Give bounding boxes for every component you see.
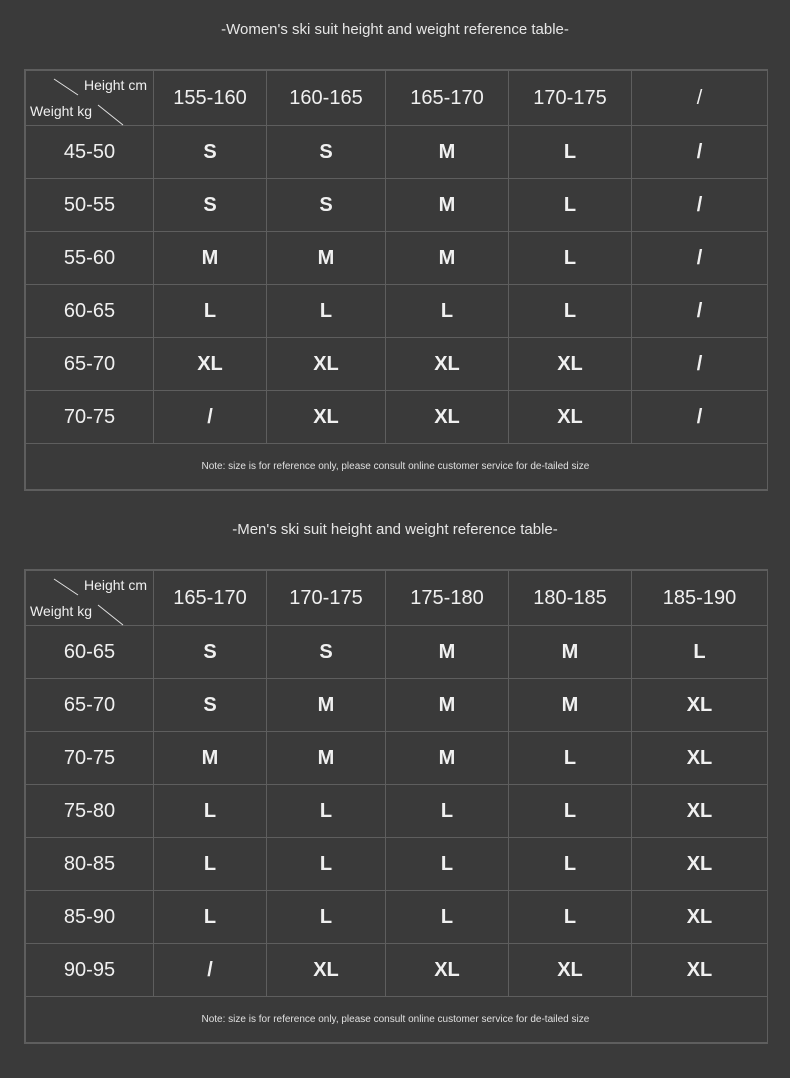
weight-cell: 70-75 — [26, 391, 154, 444]
size-cell: XL — [632, 944, 768, 997]
size-cell: / — [154, 391, 267, 444]
size-cell: M — [386, 626, 509, 679]
table-row — [26, 732, 768, 785]
size-cell: L — [386, 838, 509, 891]
size-cell: M — [386, 126, 509, 179]
size-cell: S — [267, 179, 386, 232]
table-row — [26, 785, 768, 838]
table-row — [26, 179, 768, 232]
size-cell: L — [509, 785, 632, 838]
size-cell: L — [509, 285, 632, 338]
note-row — [26, 997, 768, 1043]
weight-cell: 65-70 — [26, 679, 154, 732]
size-cell: L — [154, 891, 267, 944]
height-header: 175-180 — [386, 571, 509, 626]
size-cell: L — [267, 838, 386, 891]
table-row — [26, 391, 768, 444]
height-header: 155-160 — [154, 71, 267, 126]
table-row — [26, 232, 768, 285]
weight-axis-label: Weight kg — [30, 603, 92, 619]
weight-cell: 65-70 — [26, 338, 154, 391]
table-row — [26, 338, 768, 391]
size-cell: L — [509, 126, 632, 179]
size-cell: XL — [267, 338, 386, 391]
table-row — [26, 285, 768, 338]
size-cell: L — [154, 838, 267, 891]
men-table-title: -Men's ski suit height and weight reference table- — [232, 521, 558, 538]
table-row — [26, 679, 768, 732]
size-cell: / — [632, 391, 768, 444]
weight-cell: 80-85 — [26, 838, 154, 891]
size-cell: M — [386, 232, 509, 285]
weight-cell: 90-95 — [26, 944, 154, 997]
weight-cell: 60-65 — [26, 626, 154, 679]
size-cell: / — [632, 126, 768, 179]
size-cell: L — [267, 891, 386, 944]
women-header-row — [26, 71, 768, 126]
height-axis-label: Height cm — [83, 77, 147, 93]
size-cell: L — [632, 626, 768, 679]
size-cell: M — [267, 232, 386, 285]
size-cell: / — [632, 179, 768, 232]
size-cell: M — [509, 679, 632, 732]
size-cell: L — [154, 285, 267, 338]
size-cell: / — [154, 944, 267, 997]
weight-cell: 50-55 — [26, 179, 154, 232]
size-cell: S — [154, 179, 267, 232]
size-cell: L — [267, 285, 386, 338]
weight-cell: 75-80 — [26, 785, 154, 838]
women-size-table — [24, 69, 768, 491]
men-corner-cell — [26, 571, 154, 626]
size-cell: S — [154, 126, 267, 179]
size-cell: S — [154, 626, 267, 679]
size-cell: M — [509, 626, 632, 679]
weight-cell: 60-65 — [26, 285, 154, 338]
height-header: 165-170 — [154, 571, 267, 626]
size-cell: M — [386, 732, 509, 785]
size-cell: XL — [632, 785, 768, 838]
size-cell: M — [154, 232, 267, 285]
height-header: 185-190 — [632, 571, 768, 626]
size-cell: XL — [632, 679, 768, 732]
table-row — [26, 891, 768, 944]
weight-cell: 55-60 — [26, 232, 154, 285]
reference-note: Note: size is for reference only, please consult online customer service for de-tailed size — [201, 461, 590, 472]
table-row — [26, 126, 768, 179]
size-cell: L — [154, 785, 267, 838]
size-cell: M — [154, 732, 267, 785]
size-cell: L — [509, 891, 632, 944]
size-cell: XL — [632, 838, 768, 891]
size-cell: / — [632, 338, 768, 391]
size-cell: S — [154, 679, 267, 732]
height-header: 170-175 — [267, 571, 386, 626]
size-cell: XL — [154, 338, 267, 391]
size-cell: XL — [386, 391, 509, 444]
table-row — [26, 944, 768, 997]
size-cell: L — [386, 785, 509, 838]
size-cell: S — [267, 626, 386, 679]
weight-cell: 85-90 — [26, 891, 154, 944]
size-cell: L — [386, 891, 509, 944]
note-row — [26, 444, 768, 490]
size-cell: XL — [386, 944, 509, 997]
size-cell: M — [386, 179, 509, 232]
weight-cell: 70-75 — [26, 732, 154, 785]
reference-note: Note: size is for reference only, please consult online customer service for de-tailed size — [201, 1014, 590, 1025]
women-table-title: -Women's ski suit height and weight reference table- — [221, 21, 569, 38]
size-cell: XL — [386, 338, 509, 391]
size-cell: / — [632, 285, 768, 338]
size-cell: M — [267, 679, 386, 732]
men-header-row — [26, 571, 768, 626]
size-cell: M — [267, 732, 386, 785]
height-header: 170-175 — [509, 71, 632, 126]
size-cell: XL — [267, 391, 386, 444]
size-cell: / — [632, 232, 768, 285]
height-header: 160-165 — [267, 71, 386, 126]
size-cell: L — [509, 179, 632, 232]
size-cell: XL — [632, 732, 768, 785]
size-cell: XL — [632, 891, 768, 944]
size-cell: M — [386, 679, 509, 732]
height-axis-label: Height cm — [83, 577, 147, 593]
weight-cell: 45-50 — [26, 126, 154, 179]
size-cell: XL — [267, 944, 386, 997]
size-cell: XL — [509, 338, 632, 391]
weight-axis-label: Weight kg — [30, 103, 92, 119]
height-header: / — [632, 71, 768, 126]
men-size-table — [24, 569, 768, 1044]
table-row — [26, 838, 768, 891]
size-cell: L — [509, 838, 632, 891]
size-cell: XL — [509, 944, 632, 997]
table-row — [26, 626, 768, 679]
height-header: 165-170 — [386, 71, 509, 126]
size-cell: L — [267, 785, 386, 838]
size-cell: S — [267, 126, 386, 179]
size-cell: L — [509, 232, 632, 285]
size-cell: L — [509, 732, 632, 785]
size-cell: L — [386, 285, 509, 338]
size-cell: XL — [509, 391, 632, 444]
women-corner-cell — [26, 71, 154, 126]
height-header: 180-185 — [509, 571, 632, 626]
